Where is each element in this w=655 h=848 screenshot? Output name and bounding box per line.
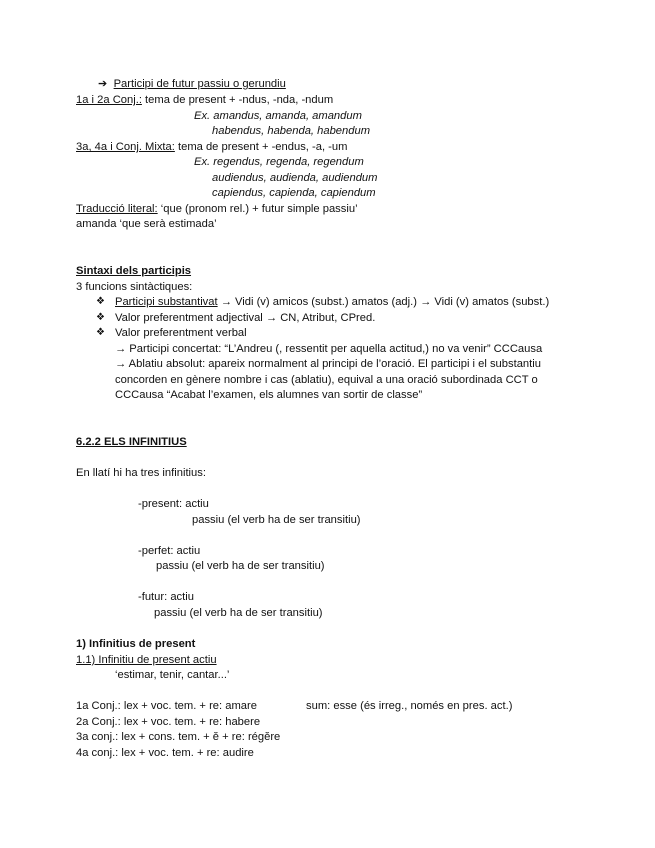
traduccio-text: ‘que (pronom rel.) + futur simple passiu’	[157, 203, 358, 215]
conj3-rule: 3a conj.: lex + cons. tem. + ĕ + re: régĕre	[76, 731, 281, 743]
diamond-bullet-icon: ❖	[96, 296, 105, 307]
arrow-right-icon: ➔	[98, 78, 108, 90]
infinitius-intro: En llatí hi ha tres infinitius:	[76, 467, 206, 479]
conj34-example-2: audiendus, audienda, audiendum	[212, 172, 378, 184]
conj34-rule: tema de present + -endus, -a, -um	[174, 141, 348, 153]
ablatiu-absolut-3: CCCausa “Acabat l’examen, els alumnes van sortir de classe”	[115, 389, 423, 401]
conj12-example-1: Ex. amandus, amanda, amandum	[194, 110, 362, 122]
conj1-rule: 1a Conj.: lex + voc. tem. + re: amare	[76, 700, 257, 712]
conj12-example-2: habendus, habenda, habendum	[212, 125, 371, 137]
ablatiu-absolut-1: → Ablatiu absolut: apareix normalment al principi de l’oració. El participi i el substantiu	[115, 358, 541, 370]
traduccio-line	[76, 202, 358, 216]
traduccio-label: Traducció literal:	[76, 203, 158, 215]
conj12-label: 1a i 2a Conj.:	[76, 94, 142, 106]
substantivat-text: → Vidi (v) amicos (subst.) amatos (adj.) → Vidi (v) amatos (subst.)	[217, 296, 550, 308]
participi-concertat: → Participi concertat: “L’Andreu (, ressentit per aquella actitud,) no va venir” CCCausa	[115, 343, 543, 355]
sintaxi-bullet-3: Valor preferentment verbal	[115, 327, 247, 339]
conj12-rule-line	[76, 93, 333, 107]
futur-passiu-heading: Participi de futur passiu o gerundiu	[113, 78, 286, 90]
conj34-rule-line	[76, 140, 347, 154]
infinitius-heading: 6.2.2 ELS INFINITIUS	[76, 436, 187, 448]
ablatiu-absolut-2: concorden en gènere nombre i cas (ablatiu), equival a una oració subordinada CCT o	[115, 374, 538, 386]
diamond-bullet-icon: ❖	[96, 327, 105, 338]
conj4-rule: 4a conj.: lex + voc. tem. + re: audire	[76, 747, 254, 759]
conj34-example-1: Ex. regendus, regenda, regendum	[194, 156, 364, 168]
sintaxi-bullet-1	[115, 295, 549, 309]
infinitiu-present-actiu-note: ‘estimar, tenir, cantar...’	[115, 669, 230, 681]
traduccio-example: amanda ‘que serà estimada’	[76, 218, 217, 230]
futur-passiu-heading-line	[98, 77, 286, 91]
perfet-actiu: -perfet: actiu	[138, 545, 201, 557]
present-actiu: -present: actiu	[138, 498, 209, 510]
substantivat-label: Participi substantivat	[115, 296, 218, 308]
conj2-rule: 2a Conj.: lex + voc. tem. + re: habere	[76, 716, 261, 728]
sintaxi-intro: 3 funcions sintàctiques:	[76, 281, 193, 293]
futur-passiu: passiu (el verb ha de ser transitiu)	[154, 607, 323, 619]
futur-actiu: -futur: actiu	[138, 591, 194, 603]
diamond-bullet-icon: ❖	[96, 312, 105, 323]
infinitiu-present-actiu-heading: 1.1) Infinitiu de present actiu	[76, 654, 217, 666]
perfet-passiu: passiu (el verb ha de ser transitiu)	[156, 560, 325, 572]
conj34-label: 3a, 4a i Conj. Mixta:	[76, 141, 175, 153]
sum-esse-note: sum: esse (és irreg., només en pres. act.)	[306, 700, 513, 712]
sintaxi-heading: Sintaxi dels participis	[76, 265, 192, 277]
sintaxi-bullet-2: Valor preferentment adjectival → CN, Atribut, CPred.	[115, 312, 376, 324]
infinitius-present-heading: 1) Infinitius de present	[76, 638, 196, 650]
present-passiu: passiu (el verb ha de ser transitiu)	[192, 514, 361, 526]
conj12-rule: tema de present + -ndus, -nda, -ndum	[141, 94, 334, 106]
conj34-example-3: capiendus, capienda, capiendum	[212, 187, 376, 199]
